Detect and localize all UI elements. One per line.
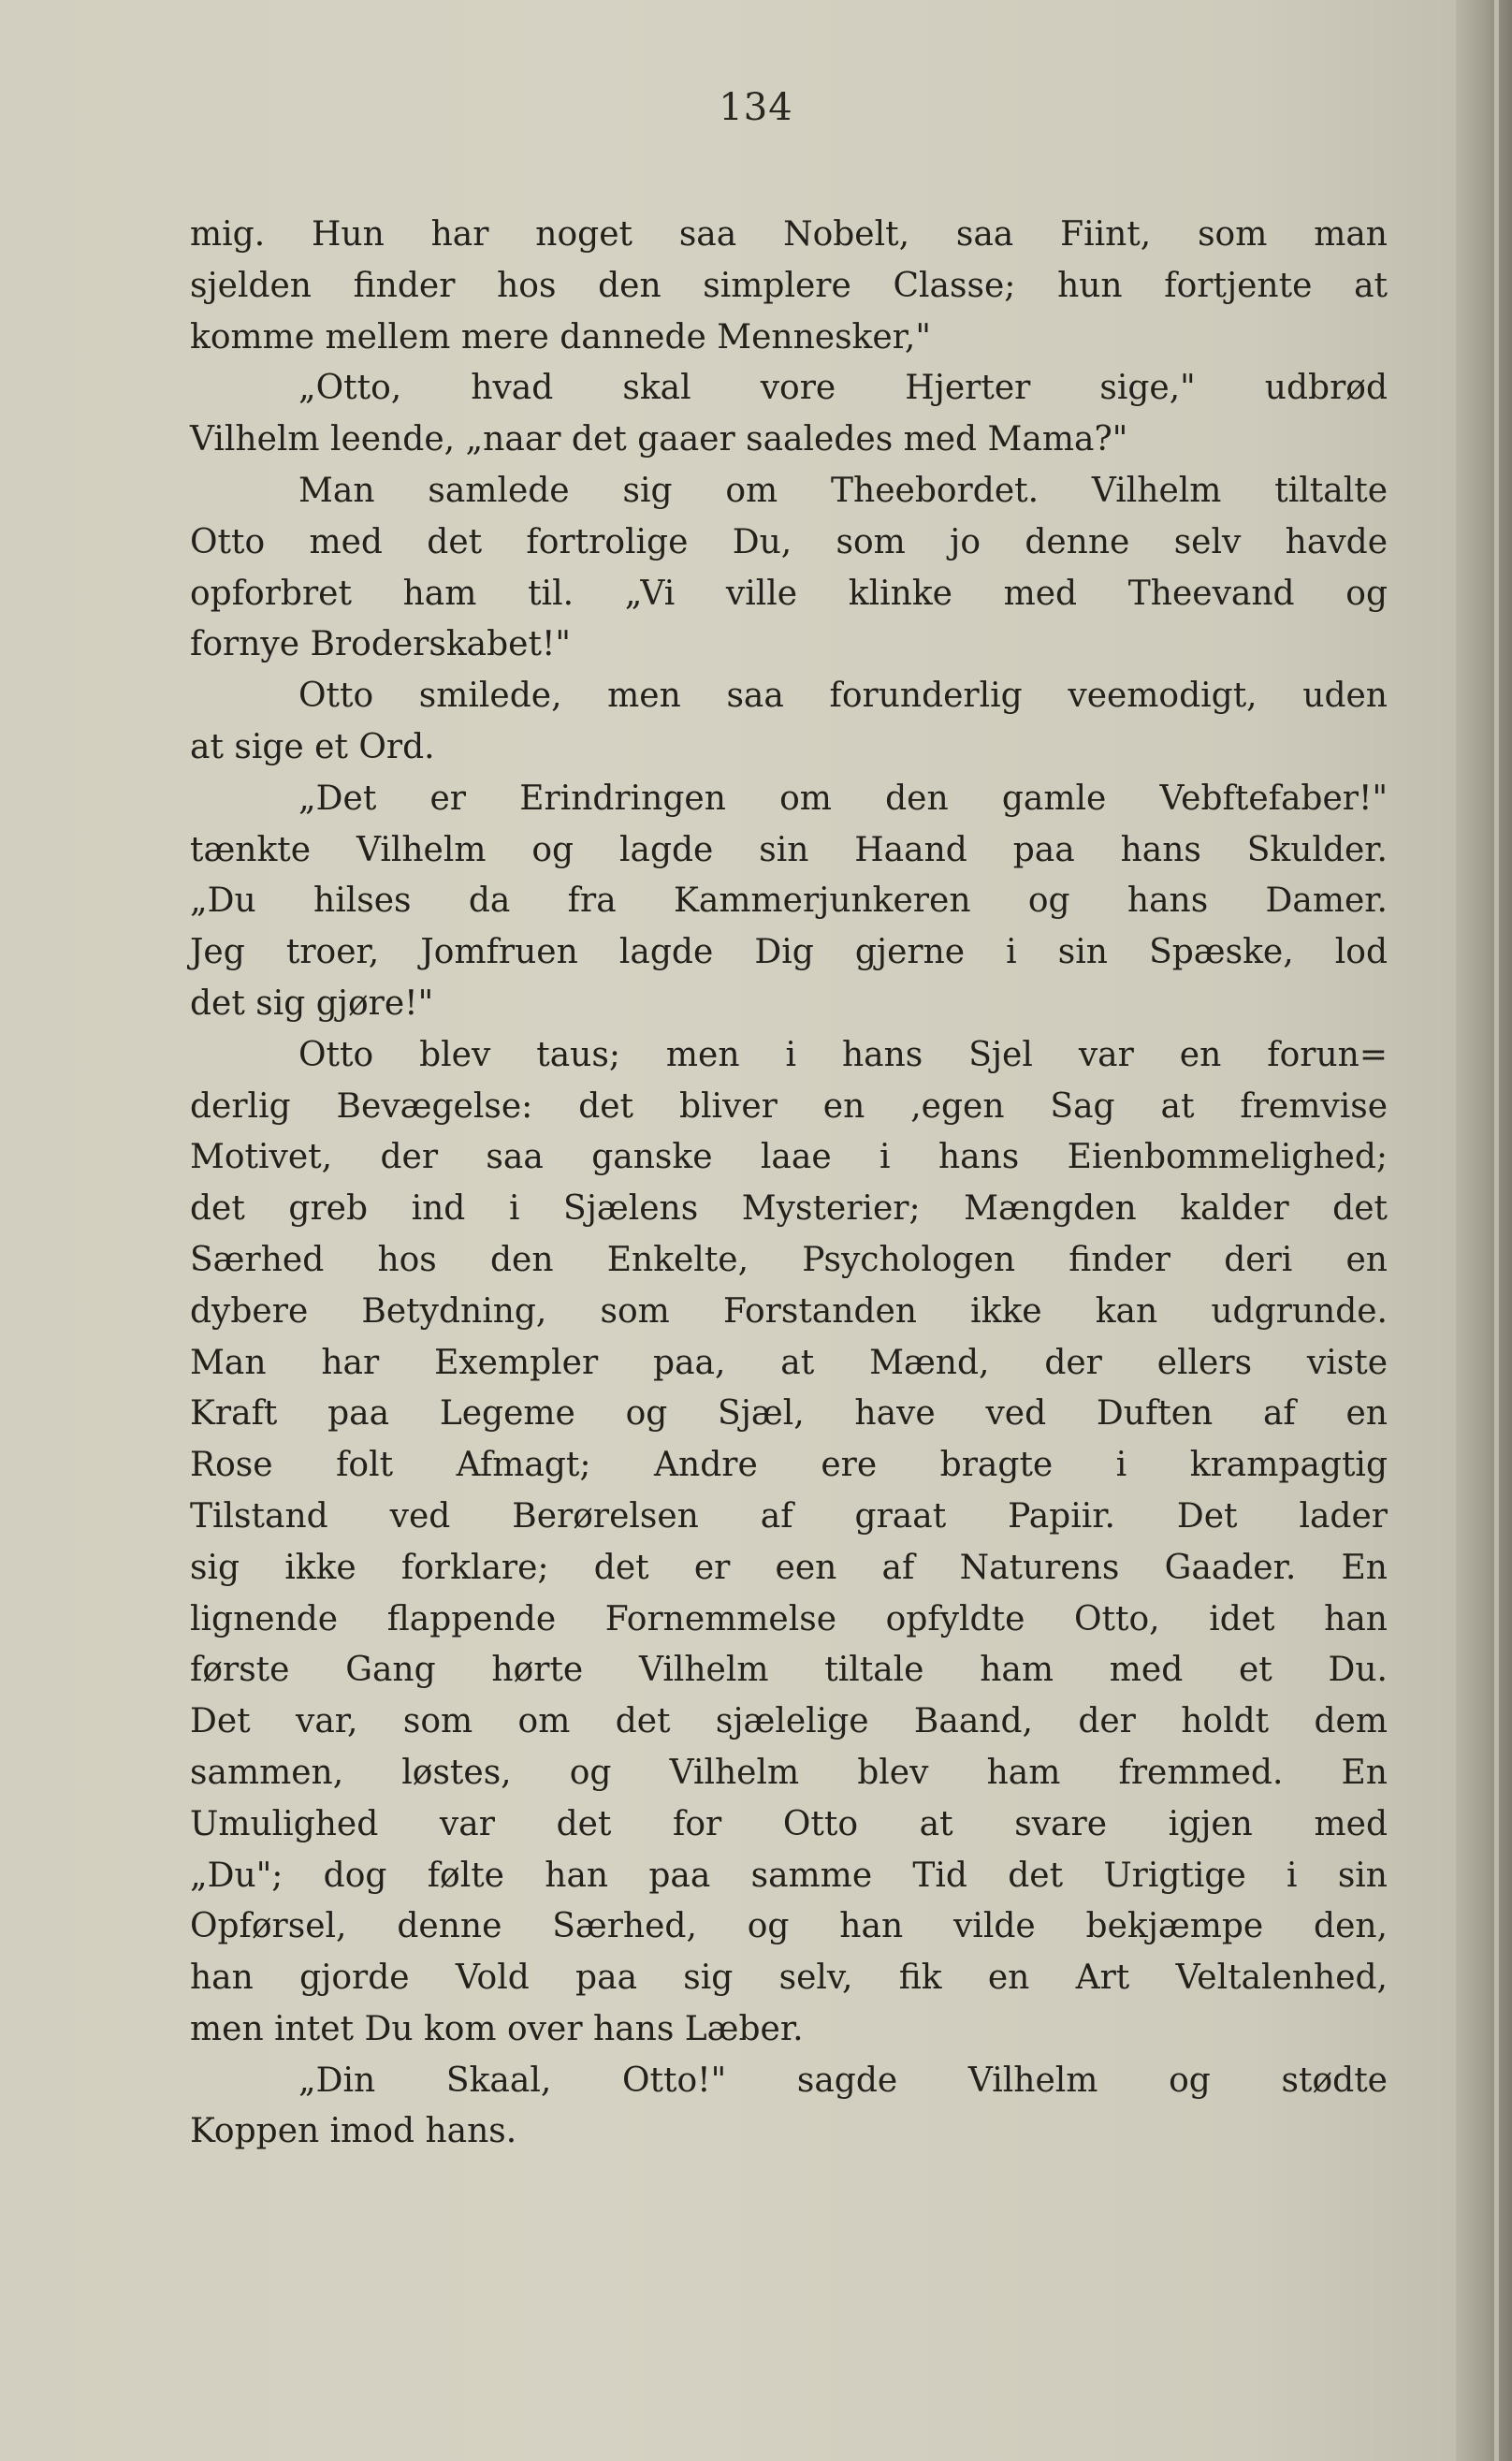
- text-line: „Du"; dog følte han paa samme Tid det Urigtige i sin: [190, 1856, 1388, 1895]
- text-line: første Gang hørte Vilhelm tiltale ham med et Du.: [190, 1651, 1388, 1690]
- page-edge-shadow: [1456, 0, 1512, 2461]
- text-line: Jeg troer, Jomfruen lagde Dig gjerne i sin Spæske, lod: [190, 933, 1388, 972]
- text-line: Umulighed var det for Otto at svare igjen med: [190, 1804, 1388, 1843]
- text-line: det greb ind i Sjælens Mysterier; Mængden kalder det: [190, 1189, 1388, 1229]
- page-text-body: [190, 210, 1388, 2158]
- text-line: Opførsel, denne Særhed, og han vilde bekjæmpe den,: [190, 1907, 1388, 1946]
- text-line: Det var, som om det sjælelige Baand, der holdt dem: [190, 1702, 1388, 1741]
- text-line: Motivet, der saa ganske laae i hans Eienbommelighed;: [190, 1138, 1388, 1177]
- text-line: Kraft paa Legeme og Sjæl, have ved Duften af en: [190, 1394, 1388, 1434]
- text-line: dybere Betydning, som Forstanden ikke kan udgrunde.: [190, 1291, 1388, 1331]
- text-line: Rose folt Afmagt; Andre ere bragte i krampagtig: [190, 1446, 1388, 1485]
- text-line: at sige et Ord.: [190, 727, 435, 766]
- text-line: derlig Bevægelse: det bliver en ,egen Sag at fremvise: [190, 1086, 1388, 1126]
- text-line: sjelden finder hos den simplere Classe; hun fortjente at: [190, 266, 1388, 305]
- text-line: Otto blev taus; men i hans Sjel var en forun=: [298, 1035, 1388, 1074]
- text-line: Særhed hos den Enkelte, Psychologen finder deri en: [190, 1240, 1388, 1279]
- text-line: mig. Hun har noget saa Nobelt, saa Fiint, som man: [190, 215, 1388, 254]
- text-line: „Otto, hvad skal vore Hjerter sige," udbrød: [298, 369, 1388, 408]
- text-line: „Det er Erindringen om den gamle Vebftefaber!": [298, 779, 1388, 818]
- text-line: tænkte Vilhelm og lagde sin Haand paa hans Skulder.: [190, 830, 1388, 869]
- text-line: sammen, løstes, og Vilhelm blev ham fremmed. En: [190, 1753, 1388, 1792]
- text-line: men intet Du kom over hans Læber.: [190, 2009, 804, 2048]
- text-line: Vilhelm leende, „naar det gaaer saaledes med Mama?": [190, 420, 1128, 459]
- text-line: Man har Exempler paa, at Mænd, der ellers viste: [190, 1343, 1388, 1382]
- text-line: sig ikke forklare; det er een af Naturens Gaader. En: [190, 1548, 1388, 1587]
- page-number: 134: [719, 86, 793, 129]
- text-line: komme mellem mere dannede Mennesker,": [190, 317, 931, 357]
- text-line: Tilstand ved Berørelsen af graat Papiir. Det lader: [190, 1496, 1388, 1536]
- text-line: fornye Broderskabet!": [190, 625, 571, 664]
- text-line: „Du hilses da fra Kammerjunkeren og hans Damer.: [190, 881, 1388, 921]
- text-line: Koppen imod hans.: [190, 2112, 517, 2151]
- text-line: Otto med det fortrolige Du, som jo denne selv havde: [190, 522, 1388, 561]
- text-line: opforbret ham til. „Vi ville klinke med Theevand og: [190, 574, 1388, 613]
- text-line: lignende flappende Fornemmelse opfyldte Otto, idet han: [190, 1599, 1388, 1638]
- page-edge-highlight: [1494, 0, 1499, 2461]
- text-line: Otto smilede, men saa forunderlig veemodigt, uden: [298, 677, 1388, 716]
- text-line: „Din Skaal, Otto!" sagde Vilhelm og stødte: [298, 2061, 1388, 2100]
- text-line: Man samlede sig om Theebordet. Vilhelm tiltalte: [298, 471, 1388, 510]
- text-line: han gjorde Vold paa sig selv, fik en Art Veltalenhed,: [190, 1959, 1388, 1998]
- text-line: det sig gjøre!": [190, 983, 434, 1023]
